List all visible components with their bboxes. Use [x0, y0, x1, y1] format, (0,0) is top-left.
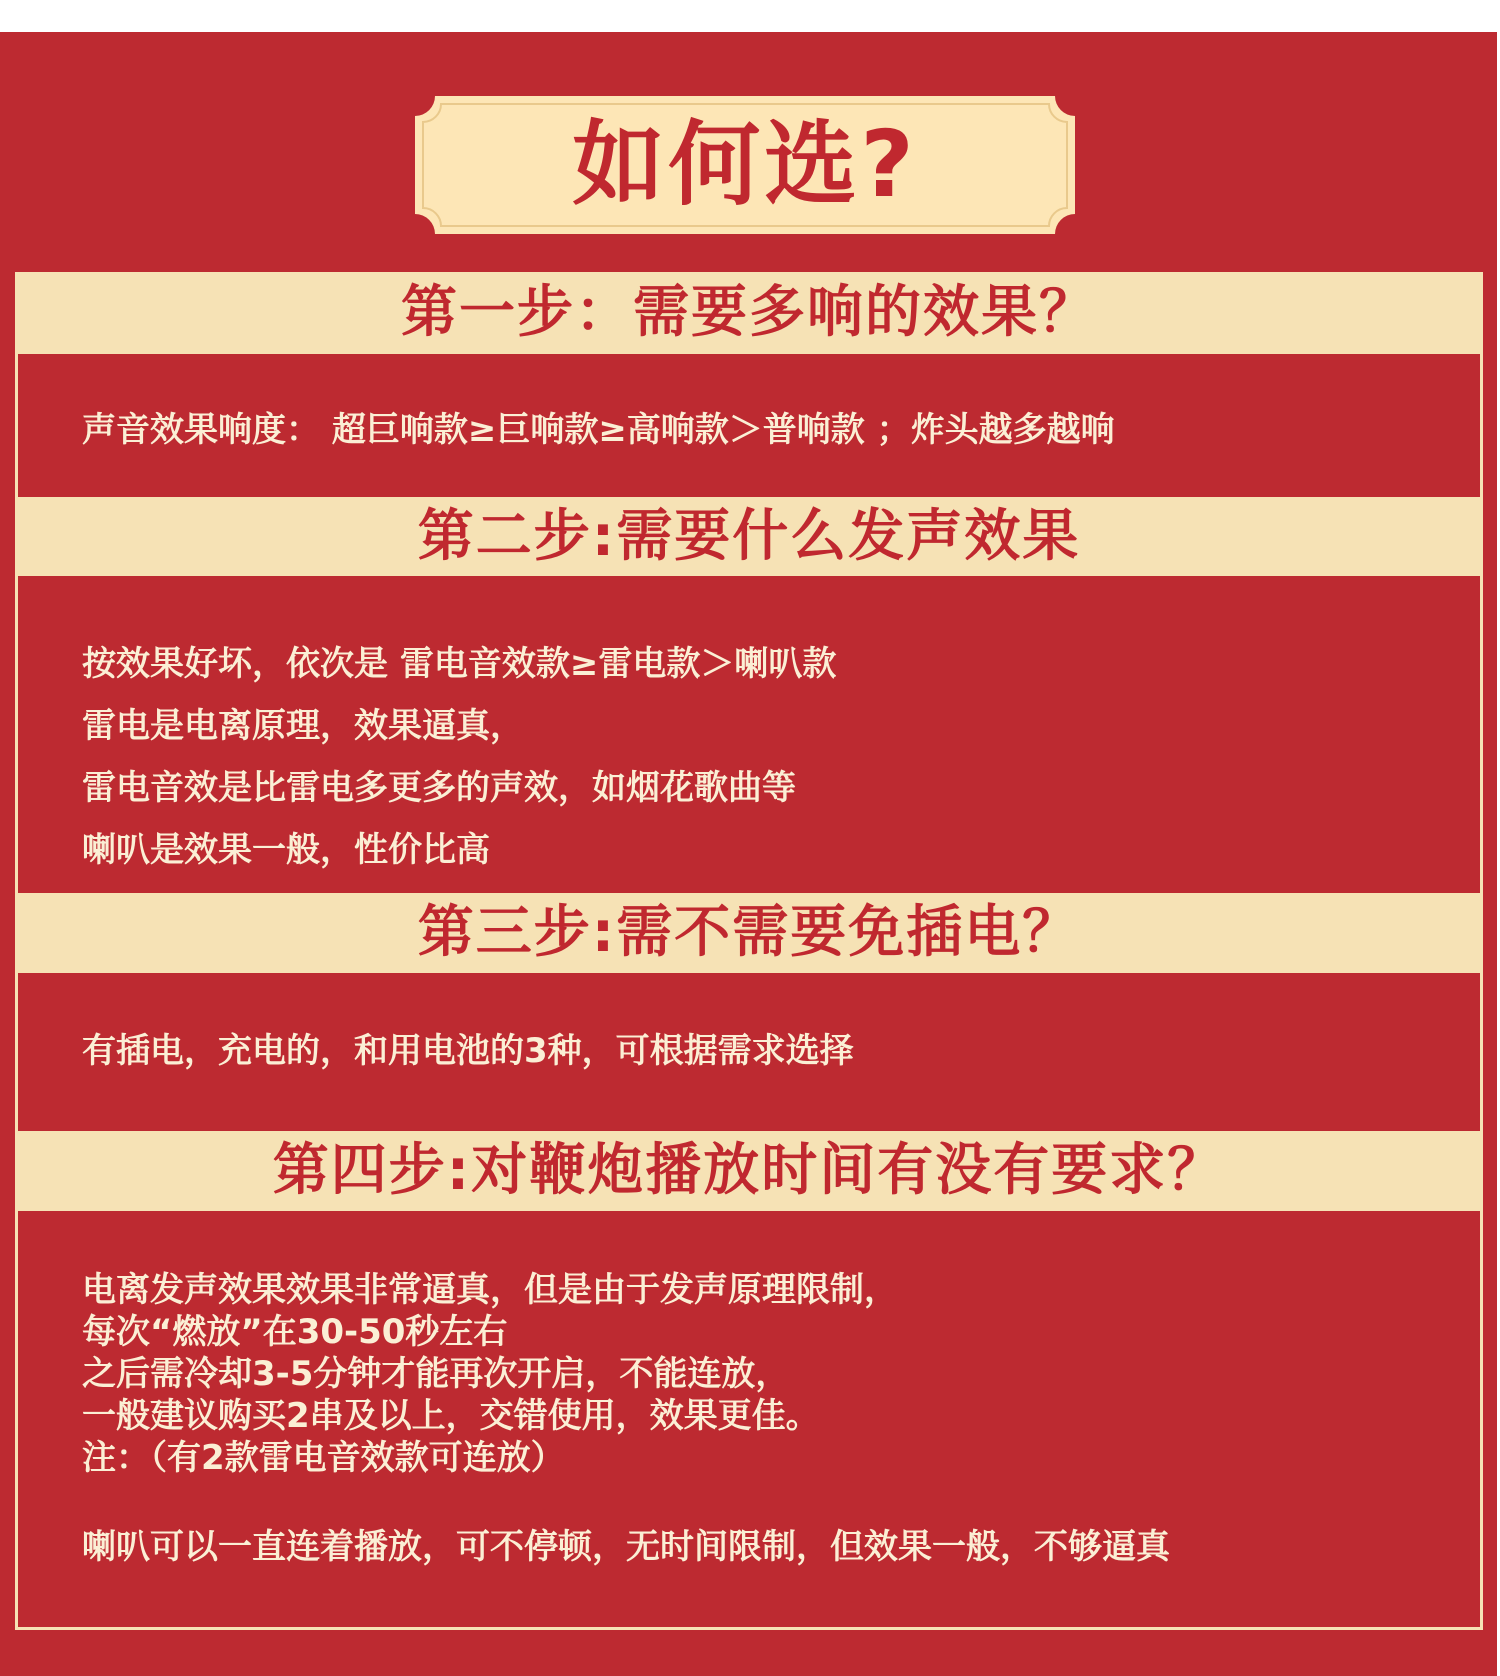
- step-1-body: [82, 404, 1115, 456]
- page-title: 如何选?: [572, 111, 918, 218]
- step-2-heading: 第二步:需要什么发声效果: [15, 497, 1483, 576]
- step-3-body: [82, 1025, 854, 1077]
- step-3-heading: 第三步:需不需要免插电？: [15, 893, 1483, 973]
- step-4-note: 喇叭可以一直连着播放，可不停顿，无时间限制，但效果一般，不够逼真: [82, 1527, 1170, 1567]
- step-2-body: [82, 633, 836, 881]
- step-4-heading: 第四步:对鞭炮播放时间有没有要求？: [15, 1131, 1483, 1211]
- title-plaque: [415, 96, 1075, 234]
- step-2-line: 雷电音效是比雷电多更多的声效，如烟花歌曲等: [82, 768, 796, 808]
- step-1-heading: 第一步：需要多响的效果？: [15, 272, 1483, 354]
- step-4-line: 一般建议购买2串及以上，交错使用，效果更佳。: [82, 1396, 820, 1436]
- step-3-line: 有插电，充电的，和用电池的3种，可根据需求选择: [82, 1031, 854, 1071]
- step-4-body: [82, 1269, 898, 1479]
- step-2-line: 喇叭是效果一般，性价比高: [82, 830, 490, 870]
- step-4-line: 每次“燃放”在30-50秒左右: [82, 1312, 508, 1352]
- step-4-line: 电离发声效果效果非常逼真，但是由于发声原理限制，: [82, 1270, 898, 1310]
- step-1-line: 声音效果响度： 超巨响款≥巨响款≥高响款＞普响款 ；炸头越多越响: [82, 410, 1115, 450]
- step-2-line: 按效果好坏，依次是 雷电音效款≥雷电款＞喇叭款: [82, 644, 837, 684]
- step-2-line: 雷电是电离原理，效果逼真，: [82, 706, 524, 746]
- step-4-line: 之后需冷却3-5分钟才能再次开启，不能连放，: [82, 1354, 790, 1394]
- step-4-line: 注：（有2款雷电音效款可连放）: [82, 1438, 565, 1478]
